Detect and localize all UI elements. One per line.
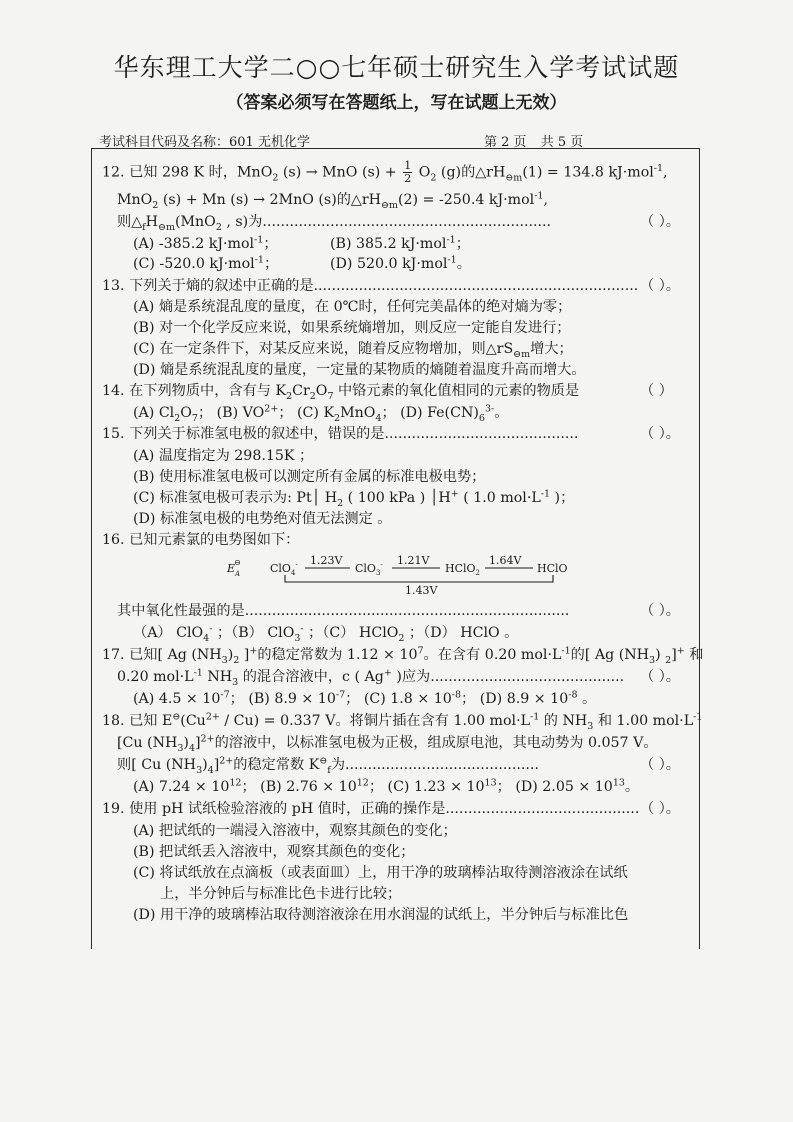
q12-options-ab: (A) -385.2 kJ·mol$^{-1}$； (B) 385.2 kJ·mol$^{-1}$； (133, 234, 470, 252)
potential-overall: 1.43V (405, 584, 438, 597)
answer-paren: （ ）。 (640, 214, 680, 230)
potential-2: 1.21V (397, 554, 430, 567)
q18-line3: 则[ Cu $(NH_3)_4]^{2+}$的稳定常数 $K^⊖_f$为........................................... （ ）。 (117, 755, 680, 776)
q13-option-d: (D) 熵是系统混乱度的量度，一定量的某物质的熵随着温度升高而增大。 (133, 362, 586, 378)
q15-option-b: (B) 使用标准氢电极可以测定所有金属的标准电极电势； (133, 469, 486, 485)
exam-title: 华东理工大学二○○七年硕士研究生入学考试试题 (113, 53, 680, 82)
q16-stem: 16. 已知元素氯的电势图如下： (102, 532, 300, 548)
q13-option-c: (C) 在一定条件下，对某反应来说，随着反应物增加，则$\triangle rS_{⊖m}$增大； (133, 341, 573, 360)
species-clo3: ClO$_3$- (355, 561, 383, 577)
q19-option-b: (B) 把试纸丢入溶液中，观察其颜色的变化； (133, 844, 415, 860)
q17-options: (A) $4.5 \times 10^{-7}$； (B) $8.9 \times 10^{-7}$； (C) $1.8 \times 10^{-8}$； (D) $8.9 \times 10^{-8}$ 。 (133, 689, 597, 707)
species-hclo: HClO (537, 562, 568, 575)
q18-options: (A) $7.24 \times 10^{12}$； (B) $2.76 \times 10^{12}$； (C) $1.23 \times 10^{13}$； (D) $2.05 \times 10^{13}$。 (133, 777, 640, 795)
q18-line1: 18. 已知 $E^⊖(Cu^{2+} / Cu) = 0.337$ V。将铜片插在含有 1.00 $mol\cdot L^{-1}$ 的 $NH_3$ 和 1.00 $mol\cdot L^{-1}$ (102, 711, 703, 732)
q13-stem: 13. 下列关于熵的叙述中正确的是........................................................................ （ ）。 (102, 278, 680, 294)
potential-1: 1.23V (310, 554, 343, 567)
species-clo4: ClO$_4$- (270, 561, 298, 577)
half-fraction: $\frac{1}{2}$ (404, 159, 412, 185)
q15-stem: 15. 下列关于标准氢电极的叙述中，错误的是........................................... （ ）。 (102, 426, 680, 442)
q19-option-c1: (C) 将试纸放在点滴板（或表面皿）上，用干净的玻璃棒沾取待测溶液涂在试纸 (133, 865, 628, 881)
q12-line1: 12. 已知 298 K 时，MnO$_2$ (s) → MnO (s) + $\frac{1}{2}$ $O_2$ (g)的$\triangle rH_{⊖m}(1) = 134.8$ kJ·mol$^{-1}$, (102, 159, 668, 185)
bracket-line (285, 575, 553, 582)
q17-line1: 17. 已知[ Ag $(NH_3)_2$ ]+的稳定常数为 $1.12 \times 10^7$。在含有 0.20 $mol\cdot L^{-1}$的[ Ag $(NH_3)$ $_2$]+ 和 (102, 645, 704, 666)
q15-option-d: (D) 标准氢电极的电势绝对值无法测定 。 (133, 511, 392, 527)
q15-option-a: (A) 温度指定为 298.15K ； (133, 448, 314, 464)
page-total: 共 5 页 (540, 135, 584, 150)
species-hclo2: HClO$_2$ (445, 562, 481, 577)
q16-options: （A） ClO$_4$- ；（B） ClO$_3$- ；（C） HClO$_2$ ；（D） HClO 。 (133, 623, 519, 644)
q16-question: 其中氧化性最强的是........................................................................ （ ）。 (117, 603, 680, 619)
q14-options: (A) $Cl_2O_7$； (B) $VO^{2+}$； (C) $K_2MnO_4$； (D) $Fe(CN)_6^{3-}$。 (133, 403, 509, 424)
q12-options-cd: (C) -520.0 kJ·mol$^{-1}$； (D) 520.0 kJ·mol$^{-1}$。 (133, 254, 471, 272)
exam-subtitle: （答案必须写在答题纸上，写在试题上无效） (226, 93, 567, 113)
q13-option-b: (B) 对一个化学反应来说，如果系统熵增加，则反应一定能自发进行； (133, 320, 571, 336)
q19-option-d: (D) 用干净的玻璃棒沾取待测溶液涂在用水润湿的试纸上，半分钟后与标准比色 (133, 907, 629, 923)
q14-stem: 14. 在下列物质中，含有与 $K_2Cr_2O_7$ 中铬元素的氧化值相同的元素的物质是 （ ） (102, 383, 673, 402)
q15-option-c: (C) 标准氢电极可表示为: Pt│ $H_2$ ( 100 kPa ) │H+ ( 1.0 $mol\cdot L^{-1}$ )； (133, 488, 575, 509)
q19-stem: 19. 使用 pH 试纸检验溶液的 pH 值时，正确的操作是........................................... （ ）。 (102, 801, 680, 817)
subject-label: 考试科目代码及名称：601 无机化学 (99, 135, 310, 150)
q13-option-a: (A) 熵是系统混乱度的量度，在 0℃时，任何完美晶体的绝对熵为零； (133, 299, 572, 315)
chlorine-potential-diagram (225, 553, 585, 598)
q19-option-a: (A) 把试纸的一端浸入溶液中，观察其颜色的变化； (133, 823, 457, 839)
page-number: 第 2 页 (484, 135, 527, 150)
q19-option-c2: 上，半分钟后与标准比色卡进行比较； (160, 886, 402, 902)
q12-line3: 则$\triangle_fH_{⊖m}(MnO_2$ , s)为................................................................ （ ）。 (117, 214, 680, 233)
q12-line2: MnO$_2$ (s) + Mn (s) → 2MnO (s)的$\triangle rH_{⊖m}(2) = -250.4$ kJ·mol$^{-1}$, (117, 190, 548, 211)
potential-3: 1.64V (489, 554, 522, 567)
ea-label: $E_A⊖$ (227, 558, 241, 578)
q17-line2: 0.20 $mol\cdot L^{-1}$ $NH_3$ 的混合溶液中，c ( Ag+ )应为........................................... （ ）。 (117, 667, 680, 688)
q18-line2: [Cu $(NH_3)_4]^{2+}$的溶液中，以标准氢电极为正极，组成原电池，其电动势为 0.057 V。 (117, 733, 658, 754)
